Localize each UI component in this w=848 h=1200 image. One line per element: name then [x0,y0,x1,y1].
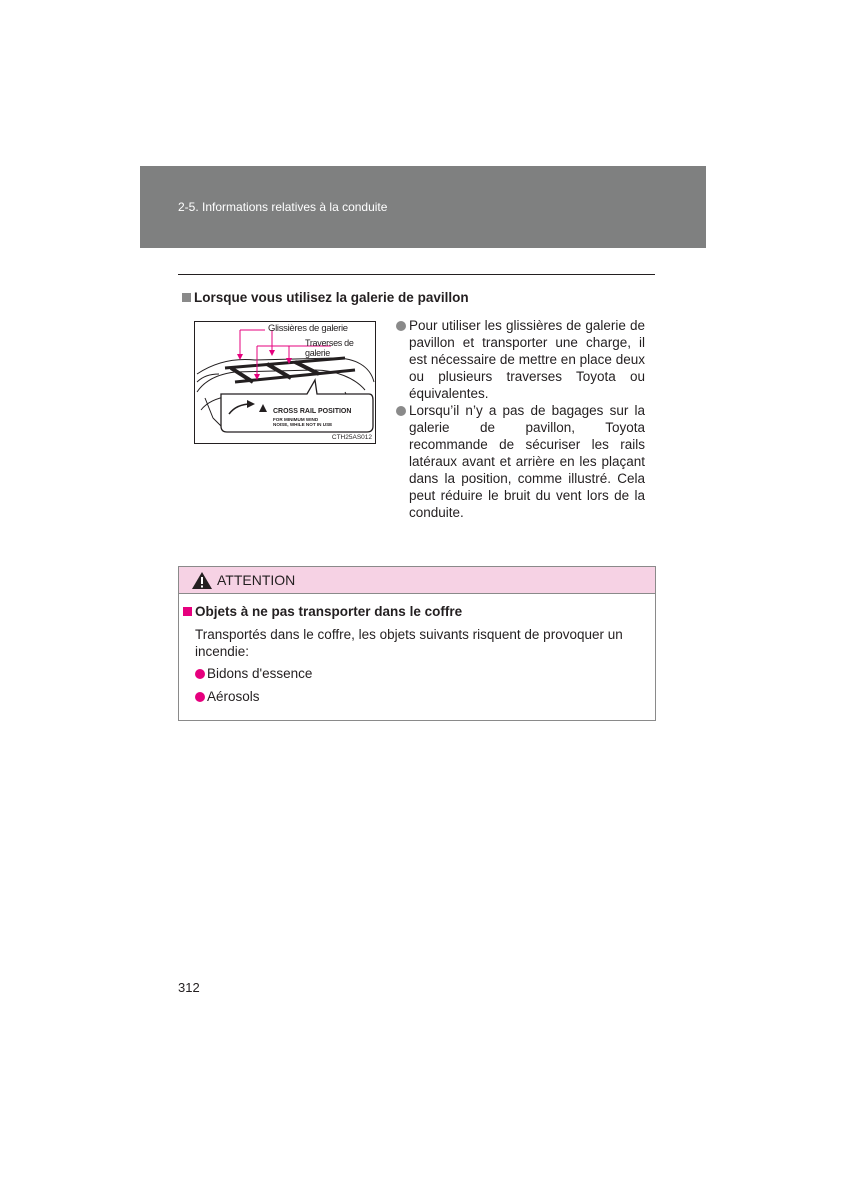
page-number: 312 [178,980,200,995]
section-divider [178,274,655,275]
attention-header [179,567,655,594]
bullet-text: Pour utiliser les glissières de galerie de pavillon et transporter une charge, il est nécessaire de mettre en place deux ou plusieurs traverses Toyota ou équivalentes. [409,318,645,401]
attention-body: Transportés dans le coffre, les objets suivants risquent de provoquer un incendie: [195,627,623,659]
label-crossbars: Traverses de galerie [305,338,354,358]
list-item [195,689,260,704]
bullet-dot-icon [396,321,406,331]
list-item [396,402,645,521]
badge-title: CROSS RAIL POSITION [273,408,352,415]
section-heading [182,290,469,305]
bullet-dot-icon [195,669,205,679]
section-heading-text: Lorsque vous utilisez la galerie de pavillon [194,290,469,305]
list-item [195,666,312,681]
attention-item-text: Aérosols [207,689,260,704]
attention-title: ATTENTION [217,572,296,588]
figure-code: CTH25AS012 [331,434,372,441]
attention-heading [183,604,462,619]
attention-heading-text: Objets à ne pas transporter dans le coffre [195,604,463,619]
attention-box [178,566,656,721]
chapter-title: 2-5. Informations relatives à la conduite [178,200,388,214]
label-roof-rails: Glissières de galerie [268,323,348,334]
bullet-text: Lorsqu’il n’y a pas de bagages sur la galerie de pavillon, Toyota recommande de sécuriser les rails latéraux avant et arrière en les plaçant dans la position, comme illustré. Cela peut réduire le bruit du vent lors de la conduite. [409,403,645,520]
bullet-dot-icon [195,692,205,702]
roof-bullet-list [396,317,645,521]
square-bullet-icon [182,293,191,302]
square-bullet-icon [183,607,192,616]
list-item [396,317,645,402]
attention-item-text: Bidons d'essence [207,666,313,681]
roof-rack-illustration [194,321,376,444]
chapter-header-band [140,166,706,248]
bullet-dot-icon [396,406,406,416]
warning-triangle-icon [191,571,213,590]
badge-subtitle: FOR MINIMUM WIND NOISE, WHILE NOT IN USE [273,417,333,428]
